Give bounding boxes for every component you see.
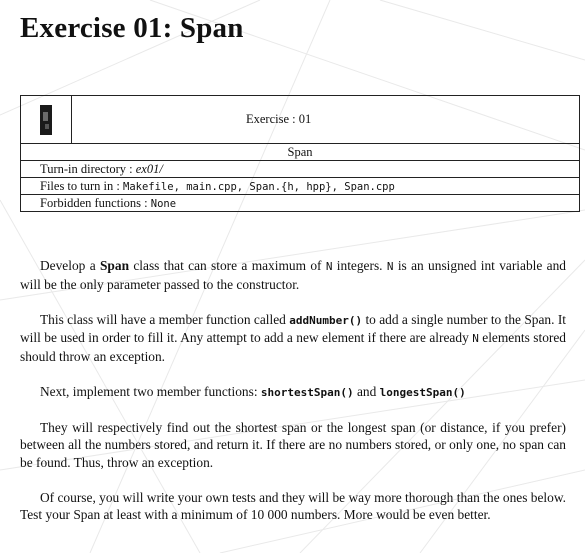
paragraph-add-number <box>20 311 566 366</box>
paragraph-span-explanation: They will respectively find out the shortest span or the longest span (or distance, if you prefer) between all the numbers stored, and return it. If there are no numbers stored, or only one, no span can be found. Thus, throw an exception. <box>20 419 566 470</box>
exercise-header-row <box>21 96 580 144</box>
text: integers. <box>332 258 387 273</box>
paragraph-member-functions <box>20 383 566 402</box>
turn-in-label: Turn-in directory : <box>40 161 136 176</box>
text: class that can store a maximum of <box>129 258 326 273</box>
forbidden-value: None <box>150 197 177 210</box>
inline-code: shortestSpan() <box>260 385 354 399</box>
paragraph-tests: Of course, you will write your own tests and they will be way more thorough than the ones below. Test your Span at least with a minimum of 10 000 numbers. More would be even better. <box>20 489 566 522</box>
forbidden-label: Forbidden functions : <box>40 195 151 210</box>
text: This class will have a member function called <box>40 311 290 327</box>
exercise-name: Span <box>21 144 580 161</box>
text: Develop a <box>40 258 100 273</box>
inline-code: N <box>325 260 333 273</box>
text: Next, implement two member functions: <box>40 383 261 399</box>
42-logo-icon <box>40 105 52 135</box>
text: and <box>353 383 380 399</box>
paragraph-span-class <box>20 257 566 293</box>
inline-code: N <box>472 332 479 345</box>
bold-term: Span <box>99 258 130 273</box>
exercise-number: Exercise : 01 <box>72 96 580 144</box>
files-label: Files to turn in : <box>40 178 123 193</box>
turn-in-row <box>21 161 580 178</box>
files-row <box>21 178 580 195</box>
exercise-name-row <box>21 144 580 161</box>
inline-code: longestSpan() <box>379 385 466 399</box>
text: elements stored should throw an exception. <box>20 330 567 364</box>
turn-in-directory <box>21 161 580 178</box>
forbidden-functions <box>21 195 580 212</box>
logo-cell <box>21 96 72 144</box>
files-to-turn-in <box>21 178 580 195</box>
text: is an unsigned int variable and will be the only parameter passed to the constructor. <box>20 258 566 292</box>
exercise-info-table <box>20 95 580 212</box>
exercise-description <box>20 257 566 541</box>
inline-code: addNumber() <box>289 313 363 327</box>
inline-code: N <box>386 260 394 273</box>
page-title: Exercise 01: Span <box>20 12 244 44</box>
files-value: Makefile, main.cpp, Span.{h, hpp}, Span.cpp <box>123 180 395 193</box>
text: to add a single number to the Span. It will be used in order to fill it. Any attempt to add a new element if there are already <box>20 311 566 345</box>
forbidden-row <box>21 195 580 212</box>
turn-in-value: ex01/ <box>135 161 163 176</box>
